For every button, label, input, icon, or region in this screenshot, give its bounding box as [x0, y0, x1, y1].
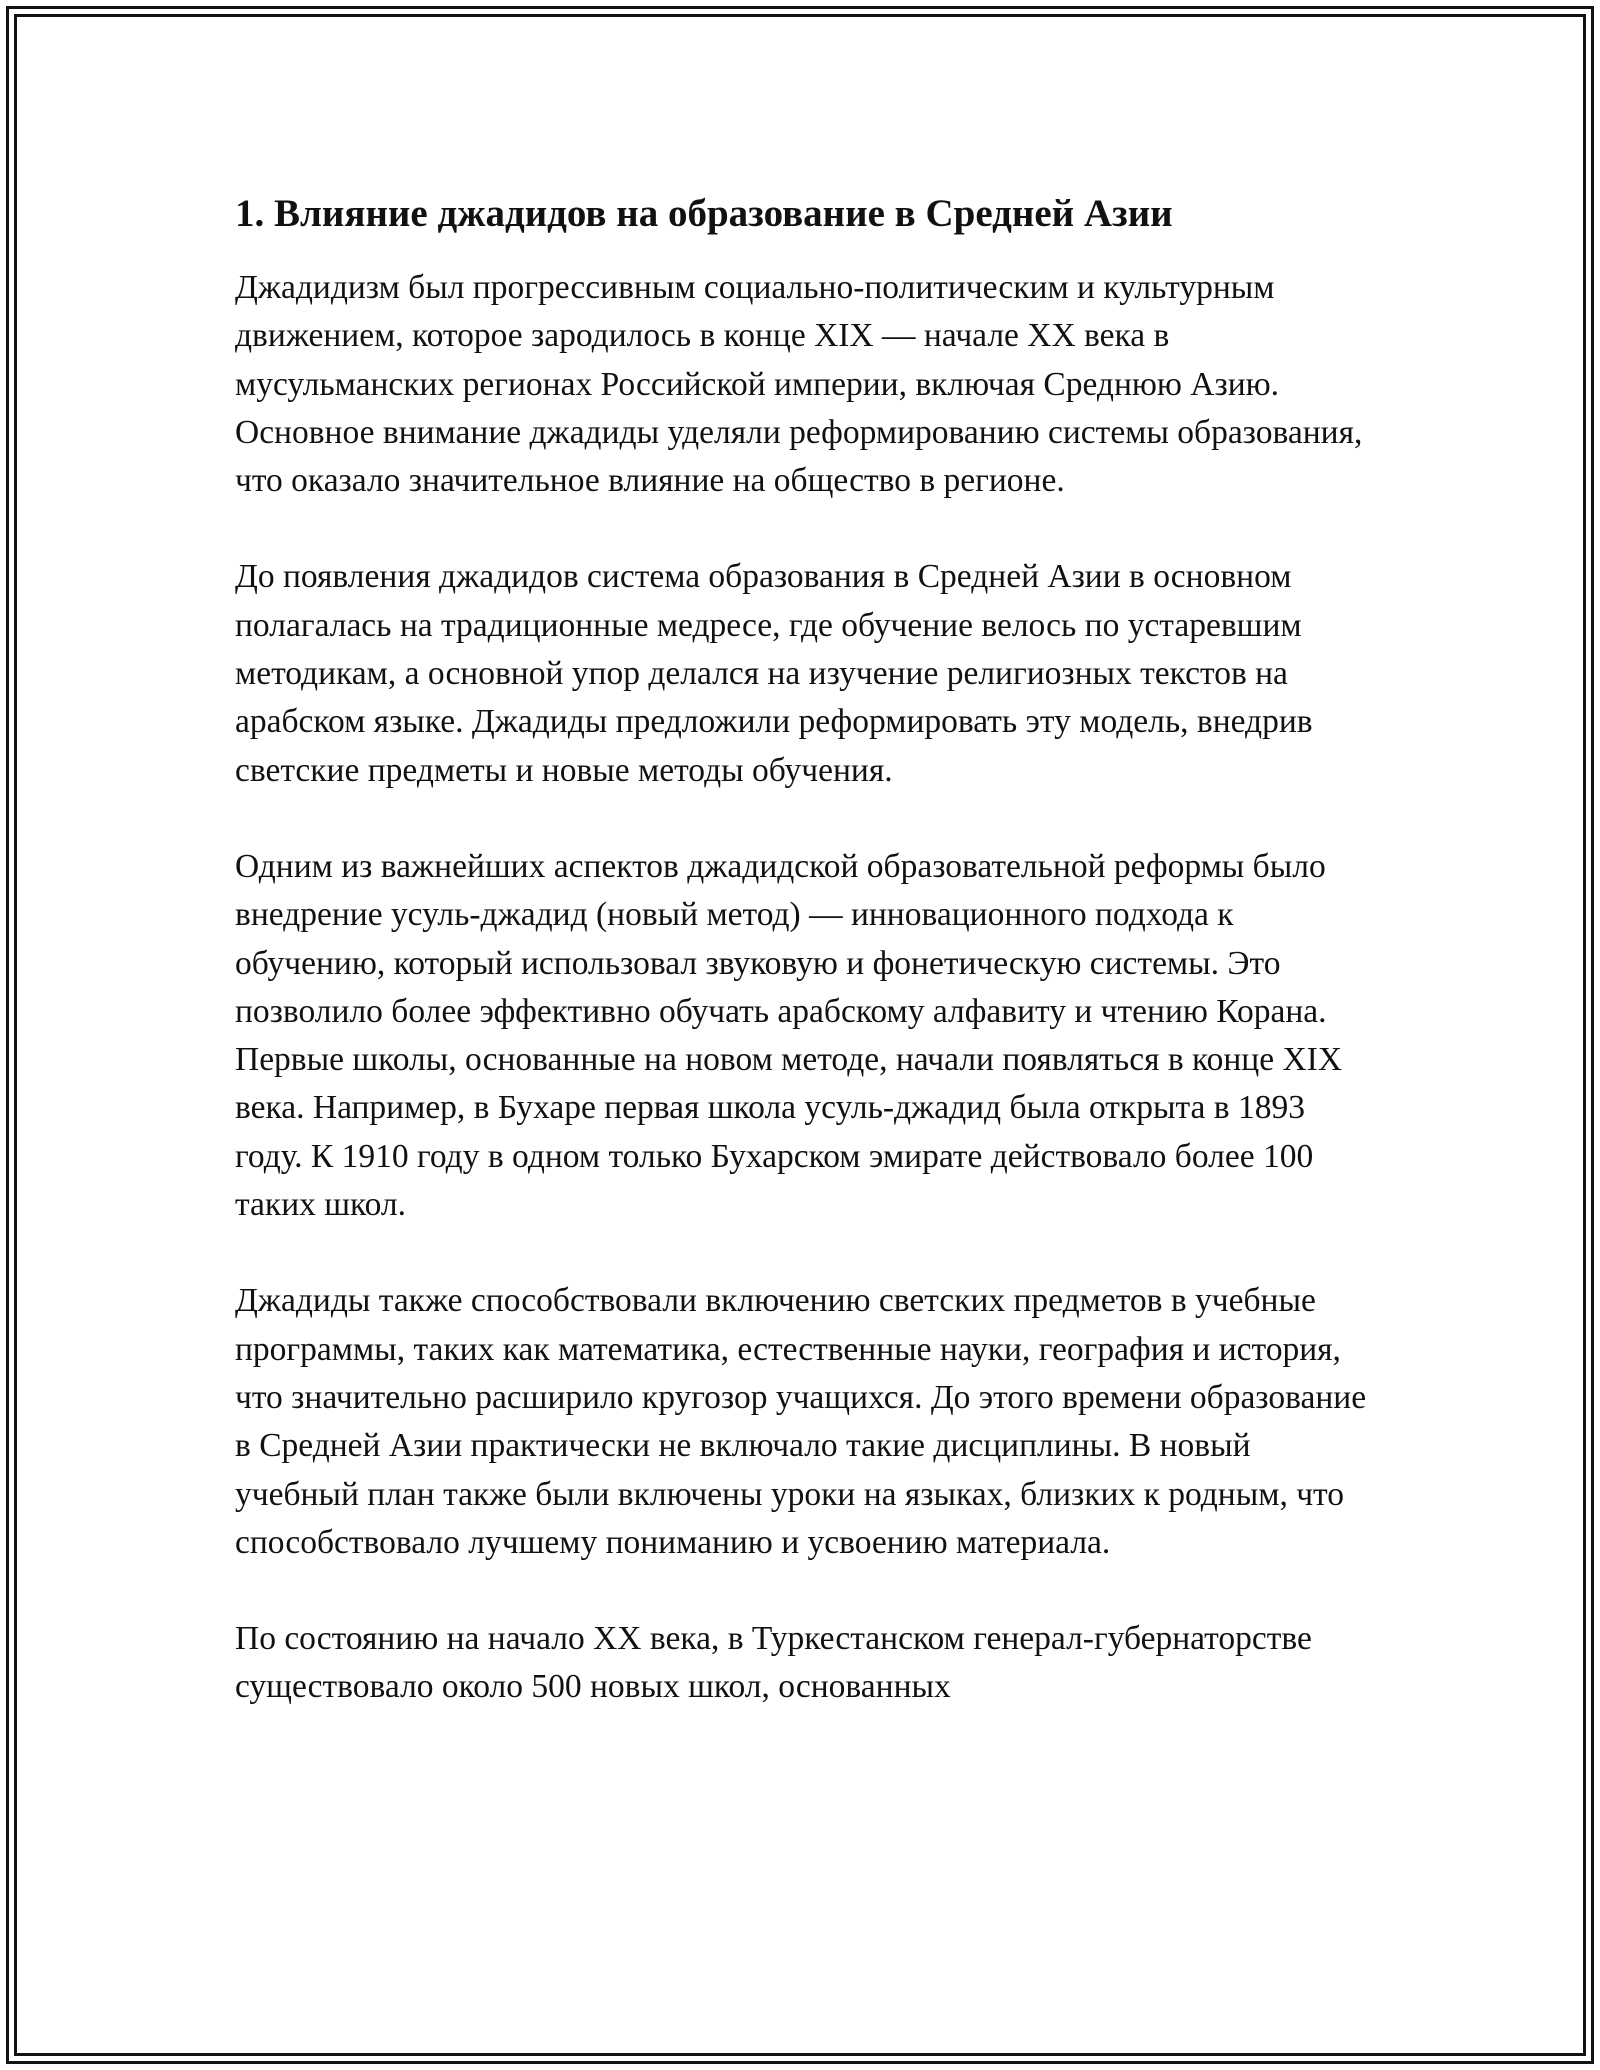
paragraph-1: Джадидизм был прогрессивным социально-политическим и культурным движением, которое зародилось в конце XIX — начале XX века в мусульманских регионах Российской империи, включая Среднюю Азию. Основное внимание джадиды уделяли реформированию системы образования, что оказало значительное влияние на общество в регионе. — [235, 269, 1363, 500]
paragraph-5: По состоянию на начало XX века, в Туркестанском генерал-губернаторстве существовало около 500 новых школ, основанных — [235, 1620, 1312, 1706]
paragraph-2: До появления джадидов система образования в Средней Азии в основном полагалась на традиционные медресе, где обучение велось по устаревшим методикам, а основной упор делался на изучение религиозных текстов на арабском языке. Джадиды предложили реформировать эту модель, внедрив светские предметы и новые методы обучения. — [235, 558, 1313, 789]
section-heading: 1. Влияние джадидов на образование в Средней Азии — [235, 192, 1173, 235]
paragraph-3: Одним из важнейших аспектов джадидской образовательной реформы было внедрение усуль-джадид (новый метод) — инновационного подхода к обучению, который использовал звуковую и фонетическую системы. Это позволило более эффективно обучать арабскому алфавиту и чтению Корана. Первые школы, основанные на новом методе, начали появляться в конце XIX века. Например, в Бухаре первая школа усуль-джадид была открыта в 1893 году. К 1910 году в одном только Бухарском эмирате действовало более 100 таких школ. — [235, 847, 1343, 1224]
document-body — [235, 186, 1375, 1760]
paragraph-4: Джадиды также способствовали включению светских предметов в учебные программы, таких как математика, естественные науки, география и история, что значительно расширило кругозор учащихся. До этого времени образование в Средней Азии практически не включало такие дисциплины. В новый учебный план также были включены уроки на языках, близких к родным, что способствовало лучшему пониманию и усвоению материала. — [235, 1282, 1367, 1561]
